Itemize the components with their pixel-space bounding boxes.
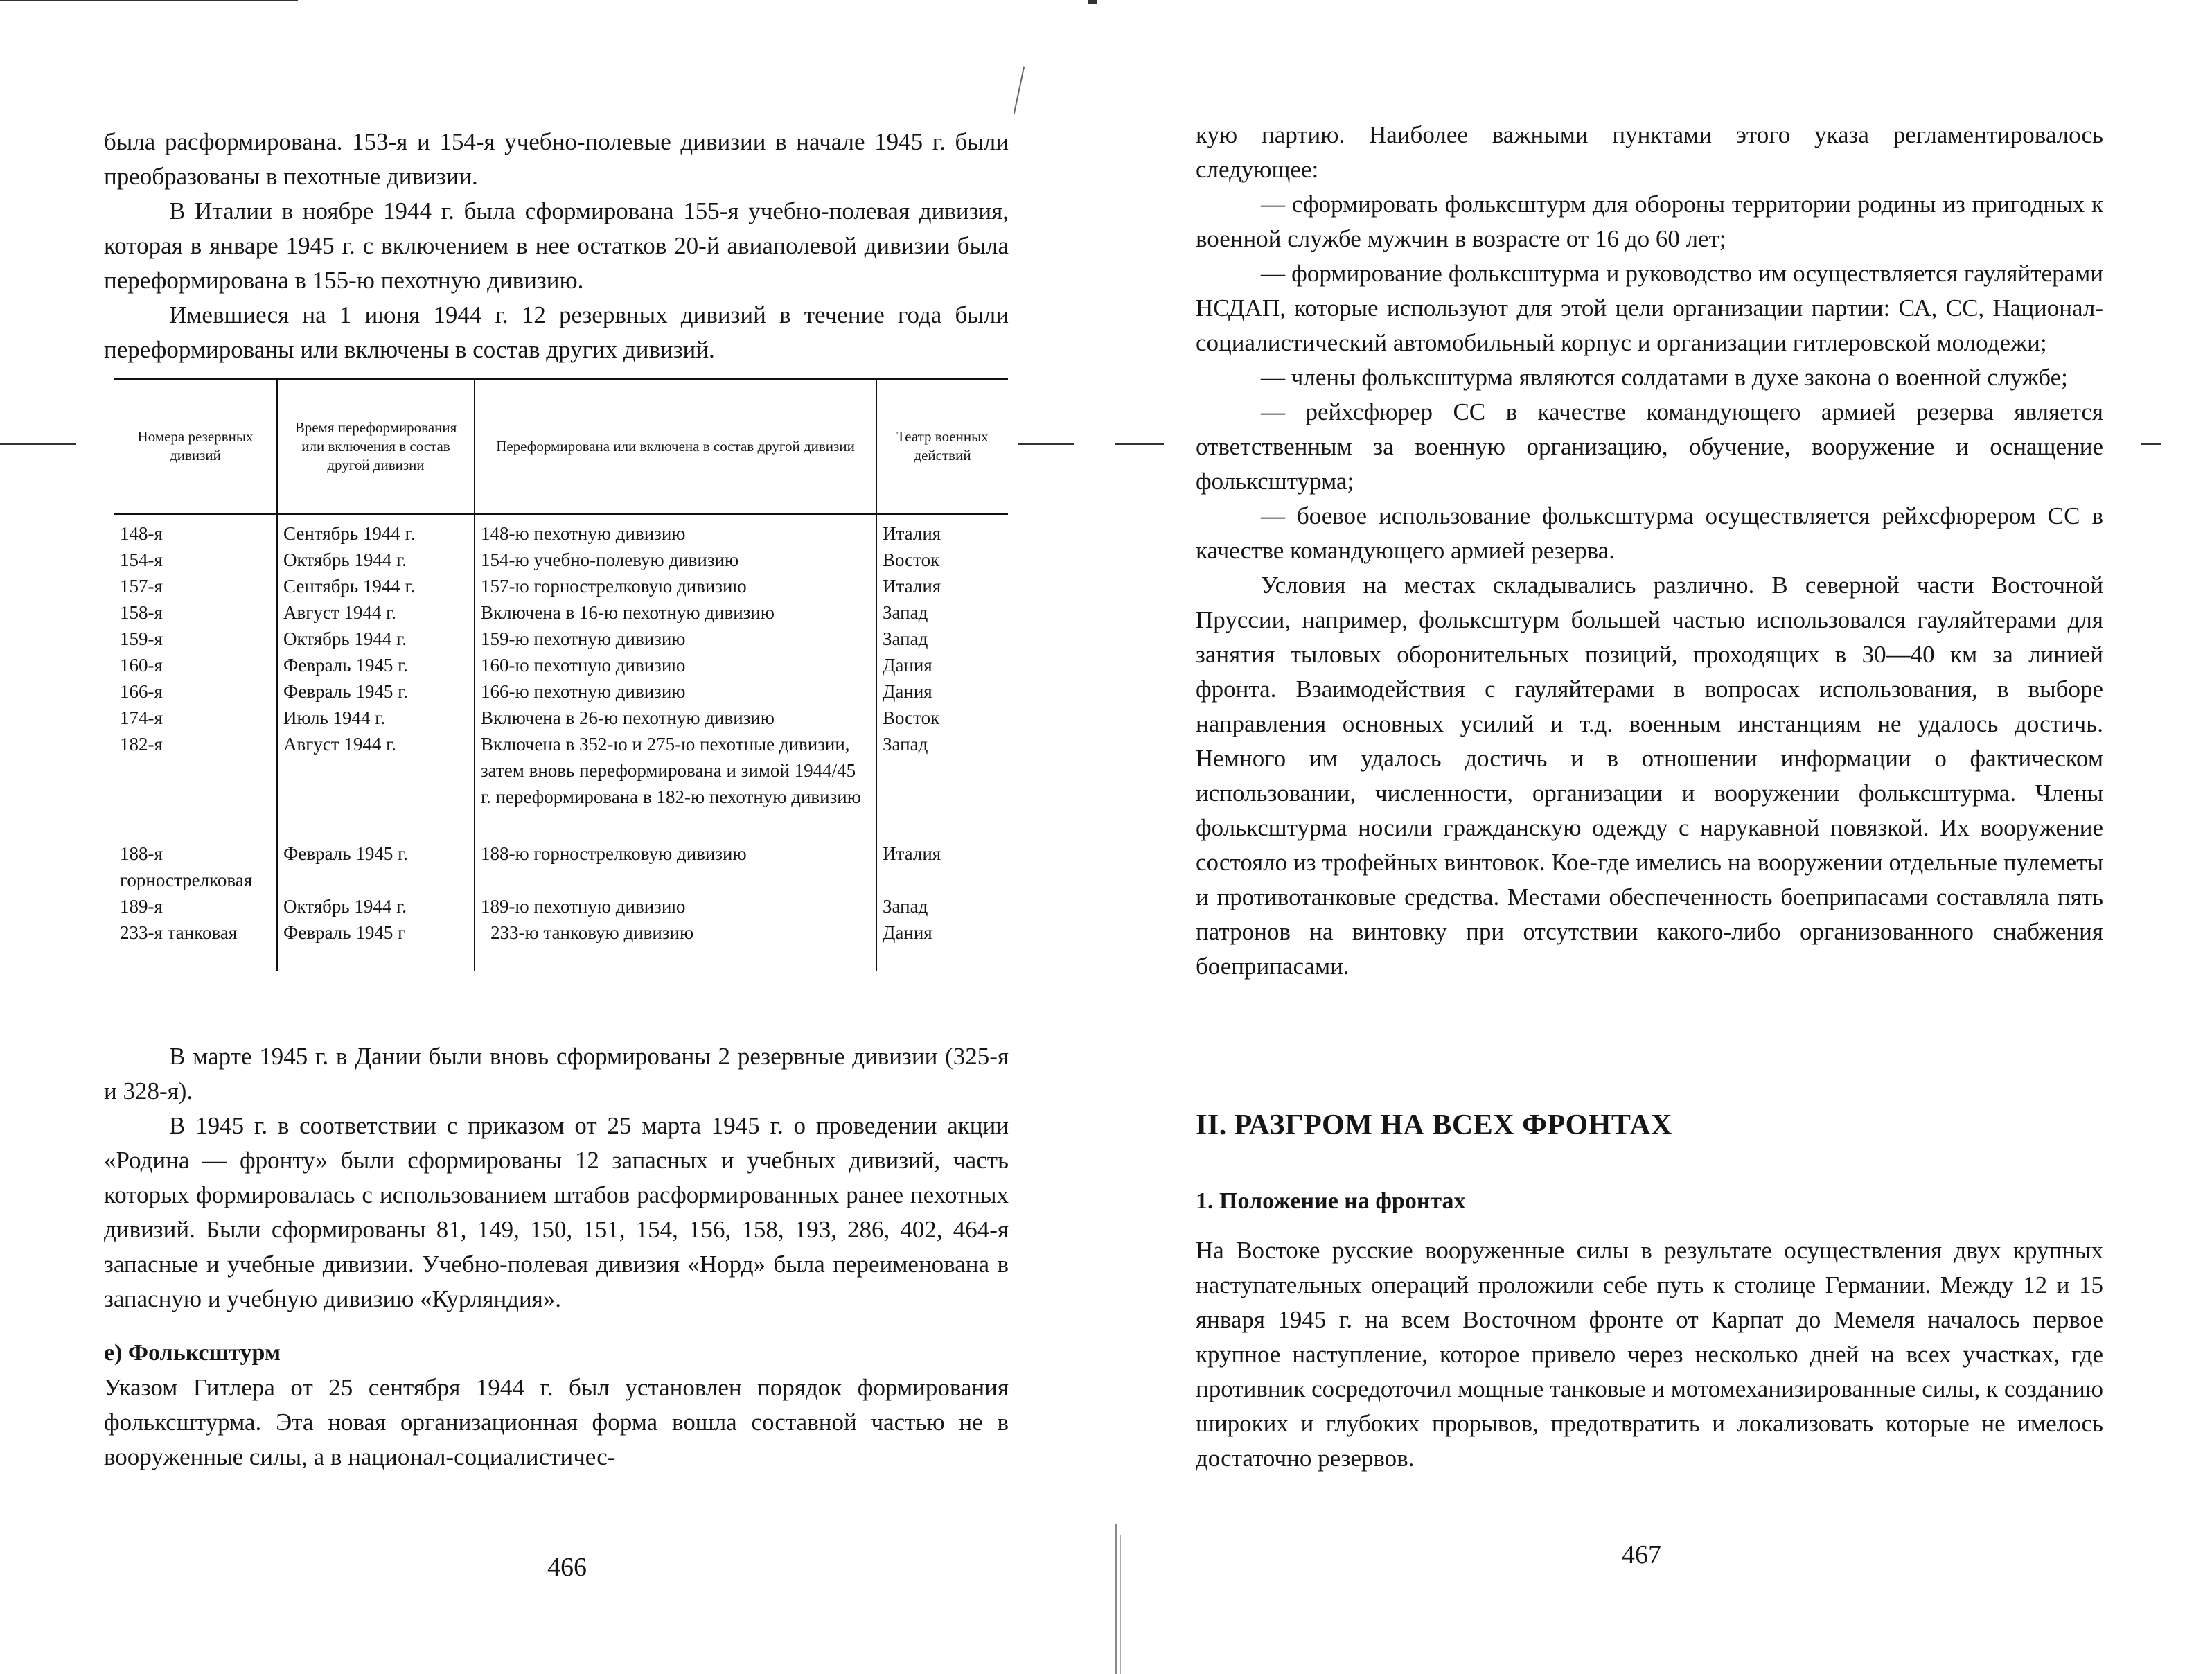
table-cell: 160-ю пехотную дивизию	[475, 652, 876, 678]
table-cell: 189-я	[120, 896, 163, 917]
table-cell: Дания	[876, 919, 1008, 971]
table-cell: 154-я	[120, 549, 163, 570]
table-cell: 233-я танковая	[120, 922, 238, 943]
page-number: 467	[1622, 1540, 1661, 1569]
left-paragraph-3: Имевшиеся на 1 июня 1944 г. 12 резервных дивизий в течение года были переформированы или включены в состав других дивизий.	[104, 301, 1009, 363]
right-paragraph-5: — рейхсфюрер СС в качестве командующего армией резерва является ответственным за военную организацию, обучение, вооружение и оснащение фольксштурма;	[1196, 398, 2103, 495]
table-cell: 159-я	[120, 628, 163, 649]
left-paragraph-6: Указом Гитлера от 25 сентября 1944 г. был установлен порядок формирования фольксштурма. Эта новая организационная форма вошла составной частью не в вооруженные силы, а в национал-социалистичес-	[104, 1374, 1009, 1470]
scan-mark	[1018, 443, 1074, 445]
table-cell: Август 1944 г.	[277, 599, 475, 626]
table-row	[114, 919, 1008, 971]
right-paragraph-1: кую партию. Наиболее важными пунктами этого указа регламентировалось следующее:	[1196, 121, 2103, 183]
scan-mark	[1115, 1524, 1117, 1674]
right-paragraph-2: — сформировать фольксштурм для обороны территории родины из пригодных к военной службе мужчин в возрасте от 16 до 60 лет;	[1196, 191, 2103, 252]
table-cell: Февраль 1945 г.	[277, 678, 475, 705]
table-cell: Запад	[876, 893, 1008, 919]
left-paragraph-1: была расформирована. 153-я и 154-я учебно-полевые дивизии в начале 1945 г. были преобразованы в пехотные дивизии.	[104, 128, 1009, 190]
table-row	[114, 678, 1008, 705]
left-paragraph-4: В марте 1945 г. в Дании были вновь сформированы 2 резервные дивизии (325-я и 328-я).	[104, 1043, 1009, 1104]
table-cell: Август 1944 г.	[277, 731, 475, 840]
scan-mark	[0, 443, 76, 445]
scan-mark	[1088, 0, 1097, 4]
right-paragraph-8: На Востоке русские вооруженные силы в результате осуществления двух крупных наступательных операций проложили себе путь к столице Германии. Между 12 и 15 января 1945 г. на всем Восточном фронте от Карпат до Мемеля началось первое крупное наступление, которое привело через несколько дней на всех участках, где противник сосредоточил мощные танковые и мотомеханизированные силы, к созданию широких и глубоких прорывов, предотвратить и локализовать которые не имелось достаточно резервов.	[1196, 1237, 2103, 1472]
right-paragraph-6: — боевое использование фольксштурма осуществляется рейхсфюрером СС в качестве командующего армией резерва.	[1196, 502, 2103, 564]
left-intro-text	[104, 125, 1009, 367]
page-number: 466	[547, 1553, 587, 1582]
table-cell: 182-я	[120, 734, 163, 755]
table-header-theater: Театр военных действий	[876, 379, 1008, 514]
right-lower-text	[1196, 1233, 2103, 1476]
table-cell: 160-я	[120, 655, 163, 676]
table-cell: 189-ю пехотную дивизию	[475, 893, 876, 919]
table-cell: Февраль 1945 г.	[277, 840, 475, 893]
table-cell: Включена в 16-ю пехотную дивизию	[475, 599, 876, 626]
reserve-divisions-table	[114, 378, 1008, 971]
table-cell: 148-ю пехотную дивизию	[475, 514, 876, 547]
table-row	[114, 547, 1008, 573]
table-cell-text: 233-ю танковую дивизию	[490, 922, 694, 943]
scan-mark	[0, 0, 298, 1]
scan-mark	[2141, 443, 2161, 445]
table-row	[114, 893, 1008, 919]
table-cell: Дания	[876, 678, 1008, 705]
table-cell: Февраль 1945 г.	[277, 652, 475, 678]
table-header-reformed-into: Переформирована или включена в состав другой дивизии	[475, 379, 876, 514]
table-header-division-numbers: Номера резервных дивизий	[114, 379, 277, 514]
scan-mark	[1120, 1535, 1121, 1674]
table-cell: Запад	[876, 626, 1008, 652]
table-cell: Октябрь 1944 г.	[277, 626, 475, 652]
table-cell: Сентябрь 1944 г.	[277, 573, 475, 599]
table-cell: Италия	[876, 514, 1008, 547]
table-cell	[475, 919, 876, 971]
chapter-title: II. РАЗГРОМ НА ВСЕХ ФРОНТАХ	[1196, 1109, 1672, 1141]
table-cell: 188-ю горнострелковую дивизию	[475, 840, 876, 893]
table-cell: 166-ю пехотную дивизию	[475, 678, 876, 705]
table-cell: Октябрь 1944 г.	[277, 547, 475, 573]
table-cell: 157-ю горнострелковую дивизию	[475, 573, 876, 599]
table-cell: 154-ю учебно-полевую дивизию	[475, 547, 876, 573]
table-cell: Октябрь 1944 г.	[277, 893, 475, 919]
table-cell: 158-я	[120, 602, 163, 623]
table-header-row	[114, 379, 1008, 514]
left-paragraph-2: В Италии в ноябре 1944 г. была сформирована 155-я учебно-полевая дивизия, которая в январе 1945 г. с включением в нее остатков 20-й авиаполевой дивизии была переформирована в 155-ю пехотную дивизию.	[104, 197, 1009, 294]
table-cell: Июль 1944 г.	[277, 705, 475, 731]
section-heading-volkssturm: е) Фольксштурм	[104, 1340, 281, 1366]
right-page	[1106, 0, 2212, 1674]
table-row	[114, 705, 1008, 731]
table-header-reformation-time: Время переформирования или включения в состав другой дивизии	[277, 379, 475, 514]
right-upper-text	[1196, 118, 2103, 984]
section-subheading: 1. Положение на фронтах	[1196, 1188, 1466, 1214]
right-paragraph-7: Условия на местах складывались различно. В северной части Восточной Пруссии, например, фольксштурм большей частью использовался гауляйтерами для занятия тыловых оборонительных позиций, проходящих в 30—40 км за линией фронта. Взаимодействия с гауляйтерами в вопросах использования, в выборе направления основных усилий и т.д. военным инстанциям не удалось достичь. Немного им удалось достичь и в отношении информации о фактическом использовании, численности, организации и вооружении фольксштурма. Члены фольксштурма носили гражданскую одежду с нарукавной повязкой. Их вооружение состояло из трофейных винтовок. Кое-где имелись на вооружении отдельные пулеметы и противотанковые средства. Местами обеспеченность боеприпасами составляла пять патронов на винтовку при отсутствии какого-либо организованного снабжения боеприпасами.	[1196, 572, 2103, 980]
table-row	[114, 652, 1008, 678]
table-row	[114, 840, 1008, 893]
table-cell: 188-я горнострелковая	[120, 843, 253, 890]
table-cell: Февраль 1945 г	[277, 919, 475, 971]
table-cell: 148-я	[120, 523, 163, 544]
table-row	[114, 514, 1008, 547]
table-cell: 159-ю пехотную дивизию	[475, 626, 876, 652]
table-cell: Сентябрь 1944 г.	[277, 514, 475, 547]
scan-mark	[1115, 443, 1164, 445]
table-row	[114, 626, 1008, 652]
table-cell: Включена в 26-ю пехотную дивизию	[475, 705, 876, 731]
table-cell: 174-я	[120, 707, 163, 728]
table-row	[114, 573, 1008, 599]
right-paragraph-3: — формирование фольксштурма и руководство им осуществляется гауляйтерами НСДАП, которые используют для этой цели организации партии: СА, СС, Национал-социалистический автомобильный корпус и организации гитлеровской молодежи;	[1196, 260, 2103, 356]
table-cell: Италия	[876, 840, 1008, 893]
table-cell: Италия	[876, 573, 1008, 599]
left-paragraph-5: В 1945 г. в соответствии с приказом от 25 марта 1945 г. о проведении акции «Родина — фронту» были сформированы 12 запасных и учебных дивизий, часть которых формировалась с использованием штабов расформированных ранее пехотных дивизий. Были сформированы 81, 149, 150, 151, 154, 156, 158, 193, 286, 402, 464-я запасные и учебные дивизии. Учебно-полевая дивизия «Норд» была переименована в запасную и учебную дивизию «Курляндия».	[104, 1112, 1009, 1312]
table-cell: Восток	[876, 547, 1008, 573]
table-cell: Запад	[876, 599, 1008, 626]
table-cell: 166-я	[120, 681, 163, 702]
left-lower-text	[104, 1039, 1009, 1474]
table-cell: 157-я	[120, 576, 163, 597]
table-cell: Включена в 352-ю и 275-ю пехотные дивизии, затем вновь переформирована и зимой 1944/45 г. переформирована в 182-ю пехотную дивизию	[475, 731, 876, 840]
table-row	[114, 599, 1008, 626]
table-cell: Дания	[876, 652, 1008, 678]
table-cell: Восток	[876, 705, 1008, 731]
table-row	[114, 731, 1008, 840]
table-cell: Запад	[876, 731, 1008, 840]
right-paragraph-4: — члены фольксштурма являются солдатами в духе закона о военной службе;	[1261, 364, 2068, 391]
